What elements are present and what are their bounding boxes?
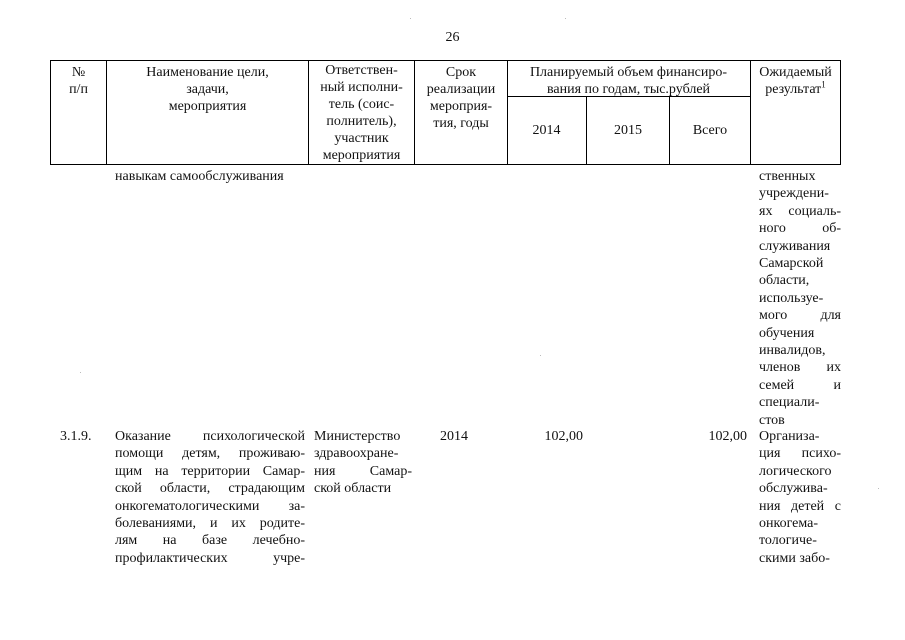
row-name-line: онкогематологическими за- (115, 498, 305, 514)
header-term-line: реализации (426, 82, 496, 97)
header-result-line: Ожидаемый (759, 65, 832, 80)
header-num-line: п/п (69, 82, 88, 97)
result-line: ния детей с (759, 498, 841, 514)
header-responsible-line: тель (соис- (328, 97, 395, 112)
header-funding-line: вания по годам, тыс.рублей (546, 82, 711, 97)
header-result-text: результат (765, 82, 822, 97)
header-total: Всего (692, 123, 728, 138)
row-name-line: Оказание психологической (115, 429, 305, 444)
header-term-line: тия, годы (433, 116, 489, 131)
header-top-rule (50, 60, 841, 61)
row-name-line: навыкам самообслуживания (115, 169, 284, 184)
header-name (107, 64, 308, 115)
row-name-line: помощи детям, проживаю- (115, 446, 305, 462)
header-term (415, 64, 507, 132)
page-number: 26 (445, 30, 460, 45)
header-term-line: Срок (445, 65, 477, 80)
result-line: Организа- (759, 429, 820, 444)
responsible-line: ния Самар- (314, 463, 412, 479)
result-line: ях социаль- (759, 203, 841, 219)
result-line: ственных (759, 169, 816, 184)
result-line: служивания (759, 238, 831, 254)
header-year-2014: 2014 (532, 123, 561, 138)
header-num (51, 64, 106, 98)
header-name-line: задачи, (186, 82, 229, 97)
result-line: учреждени- (759, 186, 829, 202)
result-line: инвалидов, (759, 343, 826, 359)
footnote-marker: 1 (821, 79, 826, 90)
row-number: 3.1.9. (60, 429, 92, 444)
row-result (759, 168, 841, 429)
header-result (751, 64, 840, 98)
header-year-2015: 2015 (614, 123, 642, 138)
row-amount-2014: 102,00 (544, 429, 583, 444)
row-name-line: болеваниями, и их родите- (115, 516, 305, 532)
row-name-line: ской области, страдающим (115, 481, 305, 497)
row-result (759, 428, 841, 567)
result-line: тологиче- (759, 533, 817, 549)
result-line: мого для (759, 308, 841, 324)
scan-speck (410, 18, 411, 19)
header-responsible-line: ный исполни- (320, 80, 403, 95)
result-line: обслужива- (759, 481, 828, 497)
responsible-line: Министерство (314, 429, 401, 444)
result-line: логического (759, 463, 832, 479)
header-responsible-line: полнитель), (326, 114, 397, 129)
header-name-line: мероприятия (168, 99, 247, 114)
row-amount-total: 102,00 (708, 429, 747, 444)
result-line: ция психо- (759, 446, 841, 462)
result-line: членов их (759, 360, 841, 376)
result-line: стов (759, 412, 785, 428)
row-name-line: лям на базе лечебно- (115, 533, 305, 549)
row-responsible (314, 428, 412, 498)
scan-speck (80, 372, 81, 373)
header-responsible (309, 62, 414, 164)
result-line: семей и (759, 377, 841, 393)
header-responsible-line: Ответствен- (325, 63, 398, 78)
row-name (115, 168, 305, 185)
result-line: онкогема- (759, 516, 818, 532)
result-line: скими забо- (759, 550, 830, 566)
header-funding (507, 64, 750, 98)
responsible-line: ской области (314, 481, 392, 497)
result-line: Самарской (759, 256, 824, 272)
header-term-line: мероприя- (429, 99, 493, 114)
header-result-line (751, 81, 840, 98)
result-line: обучения (759, 325, 815, 341)
header-bottom-rule (50, 164, 841, 165)
header-funding-line: Планируемый объем финансиро- (529, 65, 728, 80)
scan-speck (878, 488, 879, 489)
header-responsible-line: мероприятия (322, 148, 401, 163)
scan-speck (565, 18, 566, 19)
result-line: ного об- (759, 221, 841, 237)
row-name-line: профилактических учре- (115, 550, 305, 566)
header-num-line: № (71, 65, 86, 80)
row-name (115, 428, 305, 567)
scan-speck (540, 355, 541, 356)
header-responsible-line: участник (334, 131, 389, 146)
col-border-8 (840, 60, 841, 165)
result-line: специали- (759, 395, 820, 411)
header-name-line: Наименование цели, (146, 65, 269, 80)
result-line: используе- (759, 290, 824, 306)
responsible-line: здравоохране- (314, 446, 399, 462)
row-term: 2014 (440, 429, 468, 444)
result-line: области, (759, 273, 810, 289)
row-name-line: щим на территории Самар- (115, 463, 305, 479)
